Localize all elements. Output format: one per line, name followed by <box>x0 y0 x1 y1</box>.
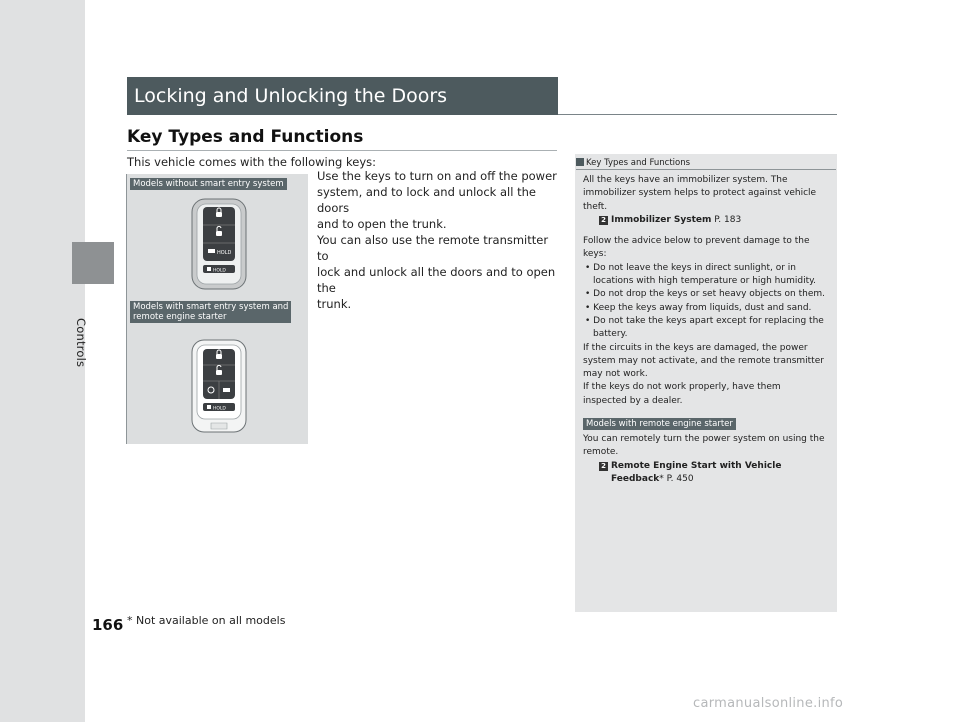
body-line: trunk. <box>317 297 352 311</box>
bullet-text: Do not take the keys apart except for replacing the <box>593 315 824 326</box>
reference-arrow-icon: 2 <box>599 462 608 471</box>
note-heading-text: Key Types and Functions <box>586 158 691 168</box>
remote-start-reference-link[interactable] <box>583 460 828 487</box>
bullet-item: • Do not drop the keys or set heavy objects on them. <box>585 289 826 300</box>
footnote-star: * <box>659 473 664 484</box>
bullet-item: • Do not leave the keys in direct sunlight, or in locations with high temperature or high humidity. <box>585 262 817 287</box>
footnote: * Not available on all models <box>127 614 286 627</box>
note-marker-icon <box>576 158 584 166</box>
figure-label-bottom-line1: Models with smart entry system and <box>133 302 289 312</box>
model-tag: Models with remote engine starter <box>583 418 736 430</box>
body-line: and to open the trunk. <box>317 217 447 231</box>
note-line: If the keys do not work properly, have them <box>583 382 781 393</box>
note-text <box>583 174 828 486</box>
sidebar <box>0 0 85 722</box>
watermark: carmanualsonline.info <box>693 696 844 711</box>
bullet-text: Do not leave the keys in direct sunlight, or in <box>593 262 796 273</box>
note-line: If the circuits in the keys are damaged, the power <box>583 342 808 353</box>
section-heading: Key Types and Functions <box>127 127 364 147</box>
key-figure <box>126 174 308 444</box>
bullet-text: Keep the keys away from liquids, dust and sand. <box>593 302 812 313</box>
reference-label: Feedback <box>611 473 660 484</box>
figure-label-top: Models without smart entry system <box>130 178 287 190</box>
note-line: system may not activate, and the remote transmitter <box>583 355 824 366</box>
bullet-item: • Do not take the keys apart except for replacing the battery. <box>585 315 824 340</box>
note-line: keys: <box>583 249 607 260</box>
section-rule <box>127 150 557 151</box>
note-line: Follow the advice below to prevent damage to the <box>583 236 810 247</box>
note-rule <box>576 169 836 170</box>
bullet-text: Do not drop the keys or set heavy objects on them. <box>593 289 826 300</box>
hold-text: HOLD <box>213 268 226 274</box>
reference-label: Immobilizer System <box>611 214 712 225</box>
bullet-item: • Keep the keys away from liquids, dust and sand. <box>585 302 812 313</box>
note-heading <box>576 158 690 168</box>
page-title: Locking and Unlocking the Doors <box>127 77 558 115</box>
hold-text: HOLD <box>217 250 232 256</box>
body-text <box>317 168 557 312</box>
key-fob-smart-icon <box>191 337 247 435</box>
body-line: You can also use the remote transmitter to <box>317 233 549 263</box>
figure-label-bottom <box>130 301 291 323</box>
hold-text: HOLD <box>213 406 226 412</box>
section-label: Controls <box>74 318 88 368</box>
key-fob-standard-icon <box>191 196 247 292</box>
reference-arrow-icon: 2 <box>599 216 608 225</box>
reference-page: P. 183 <box>714 214 742 225</box>
note-line: theft. <box>583 201 608 212</box>
note-line: may not work. <box>583 369 648 380</box>
bullet-text: battery. <box>593 329 628 340</box>
section-tab <box>72 242 114 284</box>
reference-page: P. 450 <box>666 473 694 484</box>
intro-text: This vehicle comes with the following keys: <box>127 155 376 169</box>
body-line: Use the keys to turn on and off the power <box>317 169 557 183</box>
immobilizer-reference-link[interactable] <box>583 214 828 227</box>
bullet-text: locations with high temperature or high humidity. <box>593 276 817 287</box>
note-line: All the keys have an immobilizer system. The <box>583 175 788 185</box>
note-line: inspected by a dealer. <box>583 395 683 406</box>
note-line: remote. <box>583 447 619 458</box>
title-rule <box>558 114 837 115</box>
reference-label: Remote Engine Start with Vehicle <box>611 460 782 471</box>
page-number: 166 <box>92 616 124 634</box>
note-line: You can remotely turn the power system on using the <box>583 434 825 445</box>
figure-label-bottom-line2: remote engine starter <box>133 312 227 322</box>
note-line: immobilizer system helps to protect against vehicle <box>583 188 817 199</box>
body-line: system, and to lock and unlock all the doors <box>317 185 536 215</box>
body-line: lock and unlock all the doors and to open the <box>317 265 556 295</box>
